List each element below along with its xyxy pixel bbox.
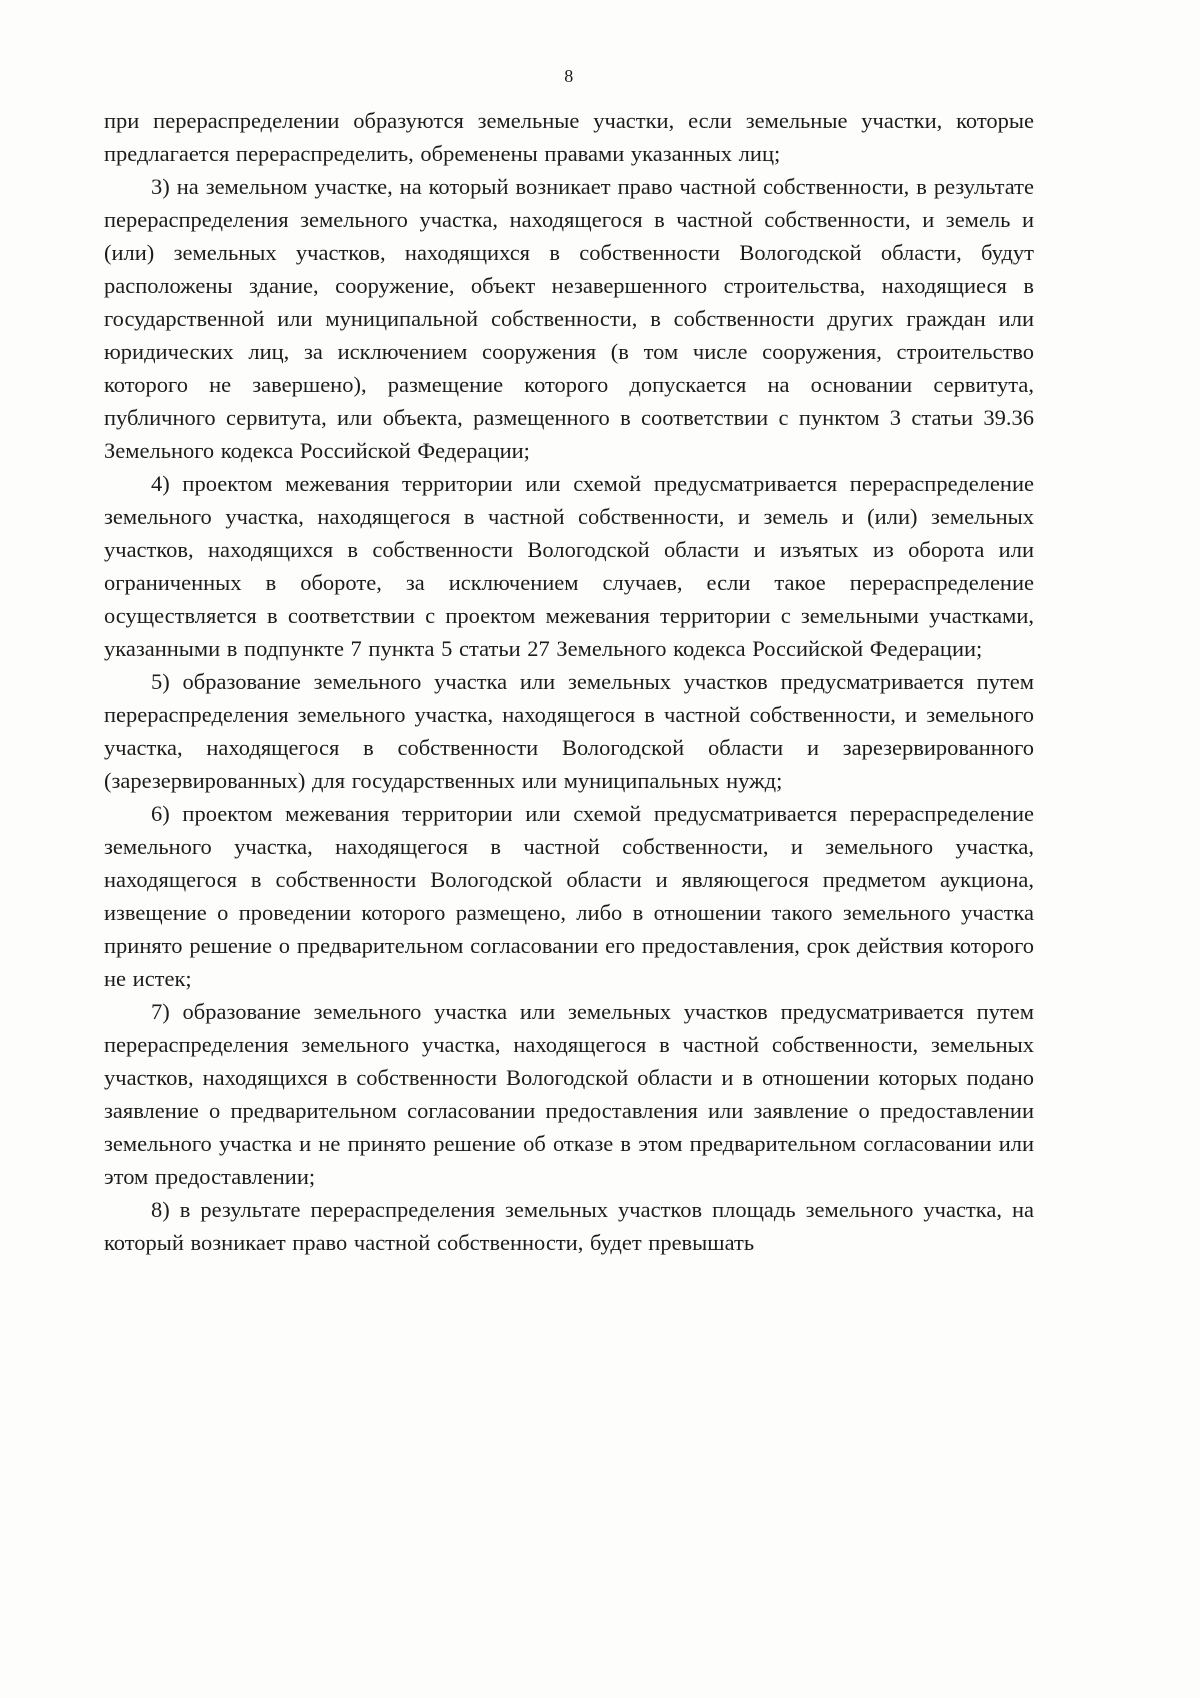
paragraph: 5) образование земельного участка или земельных участков предусматривается путем перераспределения земельного участка, находящегося в частной собственности, и земельного участка, находящегося в собственности Вологодской области и зарезервированного (зарезервированных) для государственных или муниципальных нужд; [104, 669, 1034, 793]
paragraph: 8) в результате перераспределения земельных участков площадь земельного участка, на который возникает право частной собственности, будет превышать [104, 1197, 1034, 1255]
paragraph: 7) образование земельного участка или земельных участков предусматривается путем перераспределения земельного участка, находящегося в частной собственности, земельных участков, находящихся в собственности Вологодской области и в отношении которых подано заявление о предварительном согласовании предоставления или заявление о предоставлении земельного участка и не принято решение об отказе в этом предварительном согласовании или этом предоставлении; [104, 999, 1034, 1189]
paragraph: 3) на земельном участке, на который возникает право частной собственности, в результате перераспределения земельного участка, находящегося в частной собственности, и земель и (или) земельных участков, находящихся в собственности Вологодской области, будут расположены здание, сооружение, объект незавершенного строительства, находящиеся в государственной или муниципальной собственности, в собственности других граждан или юридических лиц, за исключением сооружения (в том числе сооружения, строительство которого не завершено), размещение которого допускается на основании сервитута, публичного сервитута, или объекта, размещенного в соответствии с пунктом 3 статьи 39.36 Земельного кодекса Российской Федерации; [104, 174, 1034, 463]
paragraph: 6) проектом межевания территории или схемой предусматривается перераспределение земельного участка, находящегося в частной собственности, и земельного участка, находящегося в собственности Вологодской области и являющегося предметом аукциона, извещение о проведении которого размещено, либо в отношении такого земельного участка принято решение о предварительном согласовании его предоставления, срок действия которого не истек; [104, 801, 1034, 991]
page-number: 8 [564, 66, 574, 86]
paragraph: 4) проектом межевания территории или схемой предусматривается перераспределение земельного участка, находящегося в частной собственности, и земель и (или) земельных участков, находящихся в собственности Вологодской области и изъятых из оборота или ограниченных в обороте, за исключением случаев, если такое перераспределение осуществляется в соответствии с проектом межевания территории с земельными участками, указанными в подпункте 7 пункта 5 статьи 27 Земельного кодекса Российской Федерации; [104, 471, 1034, 661]
paragraph: при перераспределении образуются земельные участки, если земельные участки, которые предлагается перераспределить, обременены правами указанных лиц; [104, 108, 1034, 166]
document-body [104, 104, 1034, 1259]
